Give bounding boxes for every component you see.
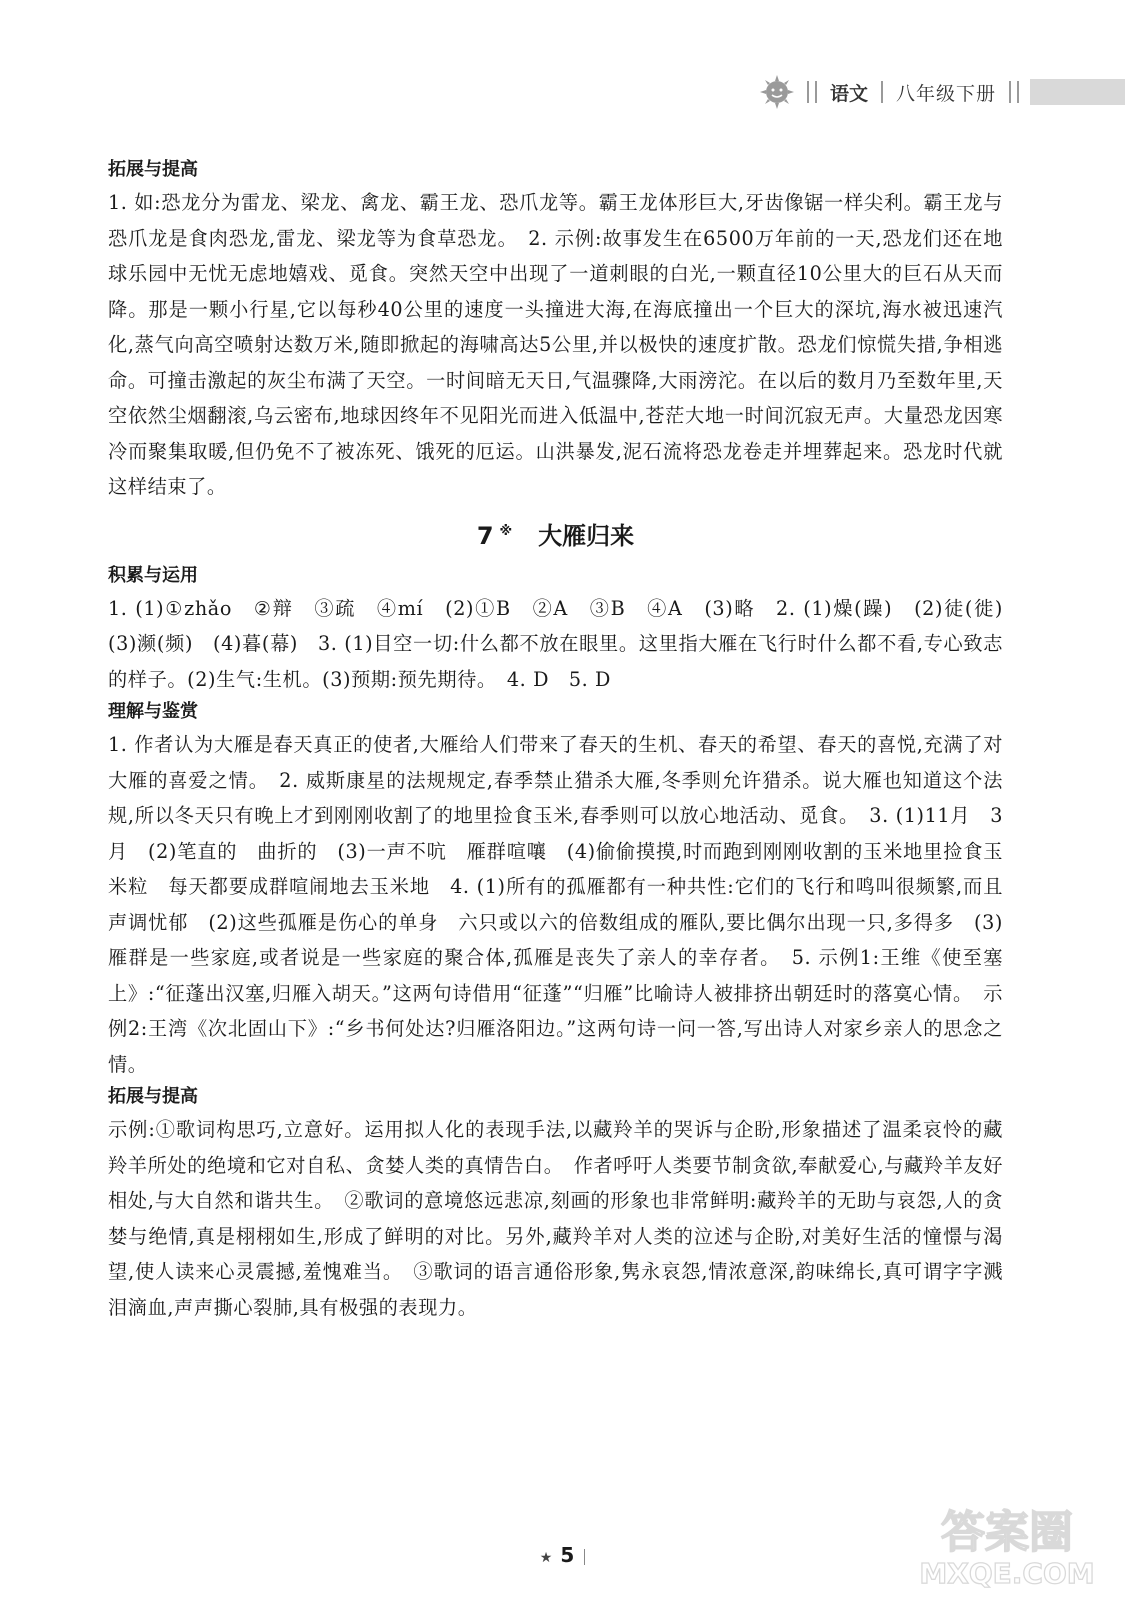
header-bar xyxy=(1030,79,1125,105)
page-content xyxy=(108,155,1023,1325)
subject-label: 语文 xyxy=(830,82,869,105)
section-heading: 理解与鉴赏 xyxy=(108,701,198,722)
header-divider xyxy=(1009,81,1011,103)
lesson-title-text: 大雁归来 xyxy=(538,521,635,550)
lesson-number: 7 xyxy=(476,521,494,550)
star-icon: ★ xyxy=(539,1550,553,1566)
page-number: 5 xyxy=(560,1543,575,1567)
lesson-title xyxy=(108,507,1003,561)
footer-tick xyxy=(584,1549,585,1565)
section-heading: 积累与运用 xyxy=(108,564,198,586)
section-text: 1. 如:恐龙分为雷龙、梁龙、禽龙、霸王龙、恐爪龙等。霸王龙体形巨大,牙齿像锯一样尖利。霸王龙与恐爪龙是食肉恐龙,雷龙、梁龙等为食草恐龙。 2. 示例:故事发生在6500万年前的一天,恐龙们还在地球乐园中无忧无虑地嬉戏、觅食。突然天空中出现了一道刺眼的白光,一颗直径10公里大的巨石从天而降。那是一颗小行星,它以每秒40公里的速度一头撞进大海,在海底撞出一个巨大的深坑,海水被迅速汽化,蒸气向高空喷射达数万米,随即掀起的海啸高达5公里,并以极快的速度扩散。恐龙们惊慌失措,争相逃命。可撞击激起的灰尘布满了天空。一时间暗无天日,气温骤降,大雨滂沱。在以后的数月乃至数年里,天空依然尘烟翻滚,乌云密布,地球因终年不见阳光而进入低温中,苍茫大地一时间沉寂无声。大量恐龙因寒冷而聚集取暖,但仍免不了被冻死、饿死的厄运。山洪暴发,泥石流将恐龙卷走并埋葬起来。恐龙时代就这样结束了。 xyxy=(108,191,1003,498)
sun-mascot-icon xyxy=(760,75,794,109)
watermark-url-text: MXQE.COM xyxy=(919,1557,1095,1590)
section-heading: 拓展与提高 xyxy=(108,159,198,180)
section-text: 1. (1)①zhǎo ②辩 ③疏 ④mí (2)①B ②A ③B ④A (3)略 2. (1)燥(躁) (2)徒(徙) (3)濒(频) (4)暮(幕) 3. (1)目空一切:什么都不放在眼里。这里指大雁在飞行时什么都不看,专心致志的样子。(2)生气:生机。(3)预期:预先期待。 4. D 5. D xyxy=(108,596,1023,691)
page-header xyxy=(760,72,1125,112)
section-heading: 拓展与提高 xyxy=(108,1086,198,1107)
section-text: 示例:①歌词构思巧,立意好。运用拟人化的表现手法,以藏羚羊的哭诉与企盼,形象描述了温柔哀怜的藏羚羊所处的绝境和它对自私、贪婪人类的真情告白。 作者呼吁人类要节制贪欲,奉献爱心,与藏羚羊友好相处,与大自然和谐共生。 ②歌词的意境悠远悲凉,刻画的形象也非常鲜明:藏羚羊的无助与哀怨,人的贪婪与绝情,真是栩栩如生,形成了鲜明的对比。另外,藏羚羊对人类的泣述与企盼,对美好生活的憧憬与渴望,使人读来心灵震撼,羞愧难当。 ③歌词的语言通俗形象,隽永哀怨,情浓意深,韵味绵长,真可谓字字溅泪滴血,声声撕心裂肺,具有极强的表现力。 xyxy=(108,1118,1003,1319)
header-divider xyxy=(815,81,817,103)
watermark-logo-text: 答案圈 xyxy=(941,1507,1073,1558)
lesson-mark: ※ xyxy=(499,523,513,539)
watermark-icon xyxy=(907,1495,1107,1590)
header-divider xyxy=(881,81,883,103)
header-divider xyxy=(807,81,809,103)
grade-label: 八年级下册 xyxy=(896,82,997,105)
section-text: 1. 作者认为大雁是春天真正的使者,大雁给人们带来了春天的生机、春天的希望、春天的喜悦,充满了对大雁的喜爱之情。 2. 威斯康星的法规规定,春季禁止猎杀大雁,冬季则允许猎杀。说大雁也知道这个法规,所以冬天只有晚上才到刚刚收割了的地里捡食玉米,春季则可以放心地活动、觅食。 3. (1)11月 3月 (2)笔直的 曲折的 (3)一声不吭 雁群喧嚷 (4)偷偷摸摸,时而跑到刚刚收割的玉米地里捡食玉米粒 每天都要成群喧闹地去玉米地 4. (1)所有的孤雁都有一种共性:它们的飞行和鸣叫很频繁,而且声调忧郁 (2)这些孤雁是伤心的单身 六只或以六的倍数组成的雁队,要比偶尔出现一只,多得多 (3)雁群是一些家庭,或者说是一些家庭的聚合体,孤雁是丧失了亲人的幸存者。 5. 示例1:王维《使至塞上》:“征蓬出汉塞,归雁入胡天。”这两句诗借用“征蓬”“归雁”比喻诗人被排挤出朝廷时的落寞心情。 示例2:王湾《次北固山下》:“乡书何处达?归雁洛阳边。”这两句诗一问一答,写出诗人对家乡亲人的思念之情。 xyxy=(108,733,1003,1076)
watermark-logo xyxy=(907,1495,1107,1590)
header-divider xyxy=(1017,81,1019,103)
